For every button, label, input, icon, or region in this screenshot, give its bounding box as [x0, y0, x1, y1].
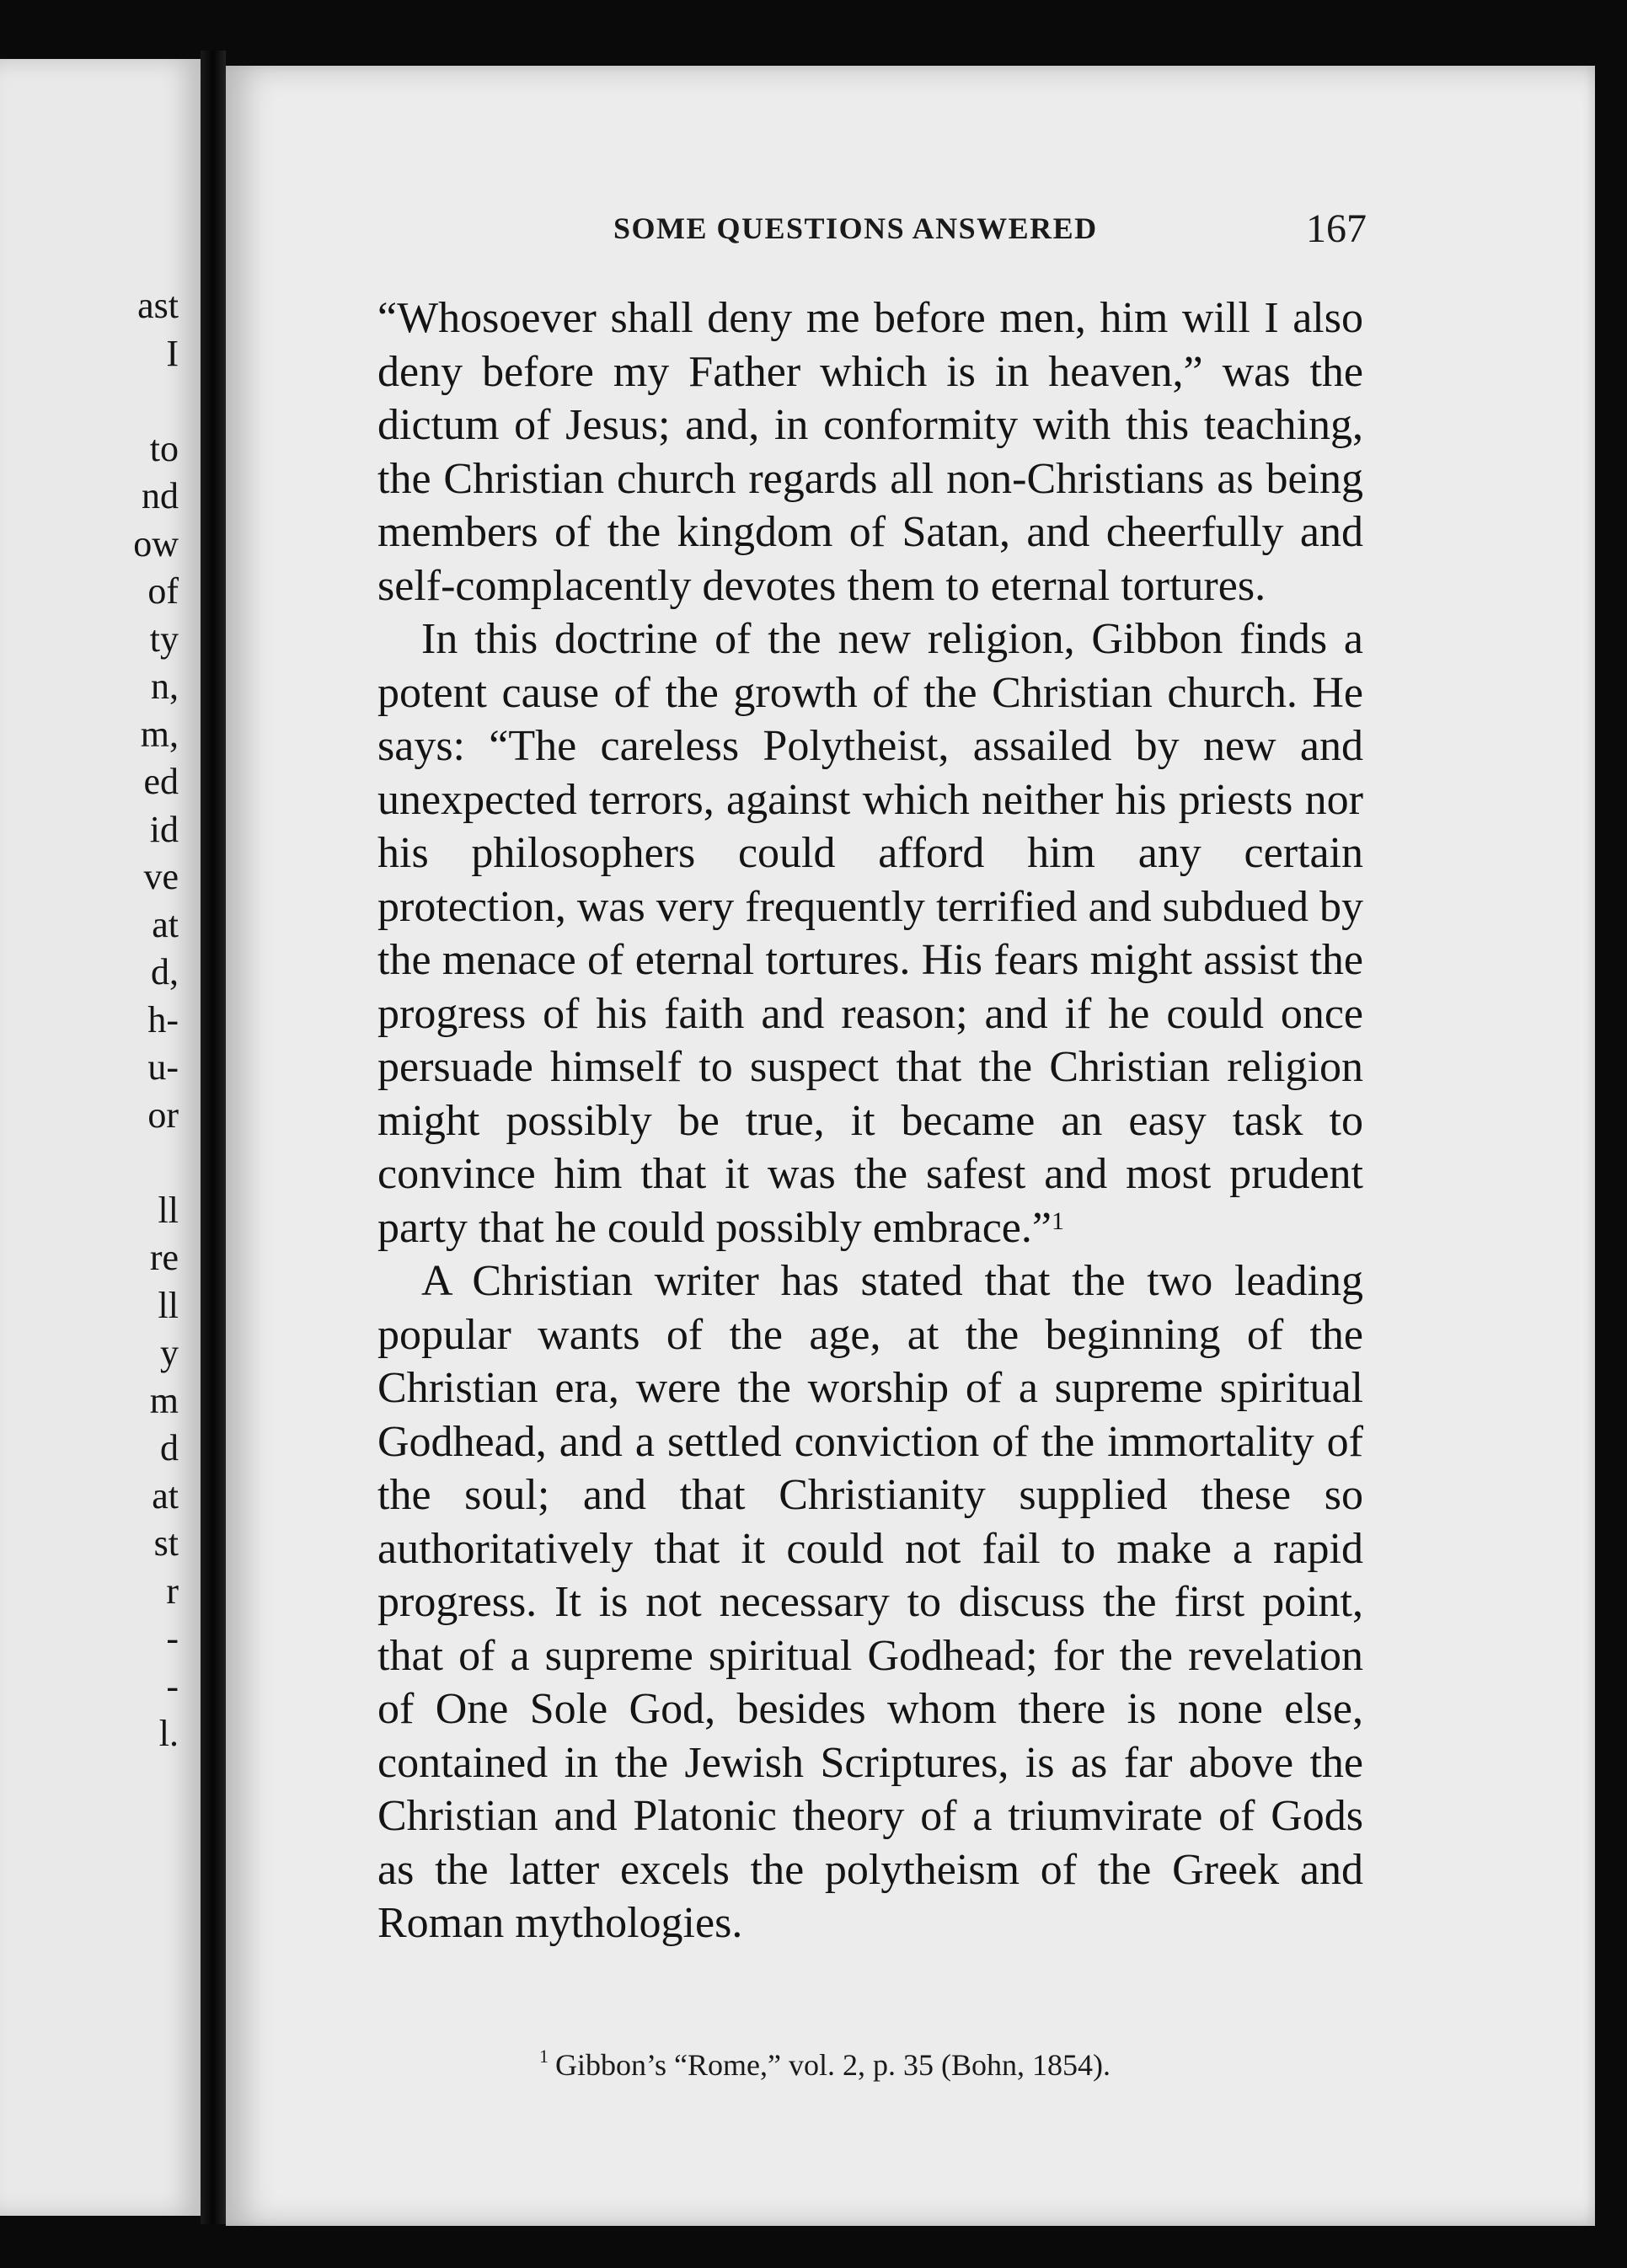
left-page-fragment: ve	[143, 856, 179, 897]
page-number: 167	[1306, 206, 1367, 251]
left-page-fragment: ty	[149, 618, 179, 660]
body-text	[377, 292, 1363, 1950]
left-page-fragment: d,	[151, 951, 179, 992]
paragraph-2-text: In this doctrine of the new religion, Gibbon finds a potent cause of the growth of the Christian church. He says: “The careless Polytheist, assailed by new and unexpected terrors, against which neither his priests nor his philosophers could afford him any certain protection, was very frequently terrified and subdued by the menace of eternal tortures. His fears might assist the progress of his faith and reason; and if he could once persuade himself to suspect that the Christian religion might possibly be true, it became an easy task to convince him that it was the safest and most prudent party that he could possibly embrace.”	[377, 615, 1363, 1252]
footnote	[539, 2047, 1111, 2083]
right-page	[226, 66, 1595, 2226]
paragraph-2	[377, 612, 1363, 1254]
left-page-fragment: ow	[133, 522, 179, 564]
left-page-fragment: d	[160, 1427, 179, 1468]
paragraph-1-text: “Whosoever shall deny me before men, him will I also deny before my Father which is in heaven,” was the dictum of Jesus; and, in conformity with this teaching, the Christian church regards all non-Christians as being members of the kingdom of Satan, and cheerfully and self-complacently devotes them to eternal tortures.	[377, 294, 1363, 610]
left-page-fragment: at	[152, 903, 179, 945]
left-page-fragment: h-	[147, 998, 179, 1040]
paragraph-1	[377, 292, 1363, 612]
left-page-fragment: nd	[142, 475, 179, 516]
paragraph-3	[377, 1254, 1363, 1950]
running-head: SOME QUESTIONS ANSWERED	[613, 211, 1098, 245]
left-page-fragment: st	[153, 1522, 179, 1564]
left-page-fragment: u-	[147, 1046, 179, 1088]
left-page-fragment: at	[152, 1474, 179, 1516]
left-page-fragment: -	[166, 1618, 179, 1659]
left-page-fragment: l.	[158, 1713, 179, 1754]
left-page-fragment: m	[149, 1379, 179, 1421]
left-page-fragment: ll	[158, 1284, 179, 1326]
left-page-fragment: of	[147, 570, 179, 612]
footnote-marker: 1	[539, 2046, 549, 2067]
left-page-text-fragments	[0, 59, 201, 2216]
paragraph-3-text: A Christian writer has stated that the two leading popular wants of the age, at the beginning of the Christian era, were the worship of a supreme spiritual Godhead, and a settled conviction of the immortality of the soul; and that Christianity supplied these so authoritatively that it could not fail to make a rapid progress. It is not necessary to discuss the first point, that of a supreme spiritual Godhead; for the revelation of One Sole God, besides whom there is none else, contained in the Jewish Scriptures, is as far above the Christian and Platonic theory of a triumvirate of Gods as the latter excels the polytheism of the Greek and Roman mythologies.	[377, 1257, 1363, 1947]
left-page-fragment: ed	[143, 761, 179, 802]
left-page-fragment: -	[166, 1665, 179, 1707]
footnote-reference[interactable]: 1	[1051, 1206, 1064, 1235]
left-page-fragment: ast	[137, 285, 179, 326]
left-page-fragment: to	[149, 427, 179, 469]
left-page-fragment: re	[149, 1237, 179, 1278]
left-page-fragment: I	[166, 332, 179, 374]
left-page-fragment: m,	[140, 713, 179, 755]
footnote-text: Gibbon’s “Rome,” vol. 2, p. 35 (Bohn, 1854).	[555, 2048, 1111, 2082]
left-facing-page	[0, 59, 201, 2216]
left-page-fragment: y	[160, 1332, 179, 1373]
left-page-fragment: id	[149, 808, 179, 850]
left-page-fragment: n,	[151, 666, 179, 707]
book-gutter	[201, 51, 226, 2224]
left-page-fragment: ll	[158, 1189, 179, 1231]
left-page-fragment: r	[166, 1570, 179, 1612]
left-page-fragment: or	[147, 1094, 179, 1136]
